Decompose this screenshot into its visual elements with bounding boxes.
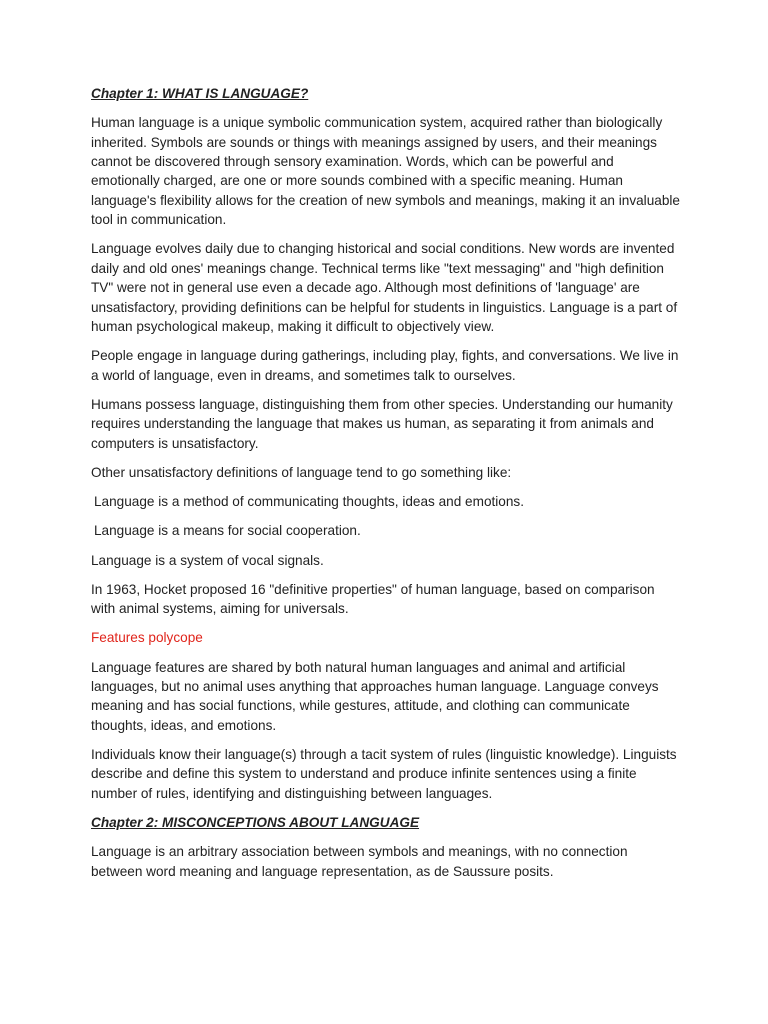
features-label: Features polycope [91,630,203,646]
definition-item: Language is a means for social cooperation. [94,523,361,539]
definition-item: Language is a method of communicating thoughts, ideas and emotions. [94,494,524,510]
paragraph: Language is an arbitrary association between symbols and meanings, with no connection between word meaning and language representation, as de Saussure posits. [91,844,628,879]
paragraph: Humans possess language, distinguishing them from other species. Understanding our humanity requires understanding the language that makes us human, as separating it from animals and computers is unsatisfactory. [91,396,673,451]
definition-item: Language is a system of vocal signals. [91,552,324,568]
document-page [91,84,681,891]
paragraph: Individuals know their language(s) through a tacit system of rules (linguistic knowledge). Linguists describe and define this system to understand and produce infinite sentences using a finite number of rules, identifying and distinguishing between languages. [91,746,677,801]
paragraph: People engage in language during gatherings, including play, fights, and conversations. We live in a world of language, even in dreams, and sometimes talk to ourselves. [91,348,679,383]
paragraph: Other unsatisfactory definitions of language tend to go something like: [91,464,512,480]
paragraph: Language evolves daily due to changing historical and social conditions. New words are invented daily and old ones' meanings change. Technical terms like "text messaging" and "high definition TV" were not in general use even a decade ago. Although most definitions of 'language' are unsatisfactory, providing definitions can be helpful for students in linguistics. Language is a part of human psychological makeup, making it difficult to objectively view. [91,241,678,335]
paragraph: Language features are shared by both natural human languages and animal and artificial languages, but no animal uses anything that approaches human language. Language conveys meaning and has social functions, while gestures, attitude, and clothing can communicate thoughts, ideas, and emotions. [91,659,659,733]
chapter2-heading: Chapter 2: MISCONCEPTIONS ABOUT LANGUAGE [91,814,420,830]
chapter1-heading: Chapter 1: WHAT IS LANGUAGE? [91,86,309,101]
paragraph: Human language is a unique symbolic communication system, acquired rather than biologically inherited. Symbols are sounds or things with meanings assigned by users, and their meanings cannot be discovered through sensory examination. Words, which can be powerful and emotionally charged, are one or more sounds combined with a specific meaning. Human language's flexibility allows for the creation of new symbols and meanings, making it an invaluable tool in communication. [91,115,680,228]
paragraph: In 1963, Hocket proposed 16 "definitive properties" of human language, based on comparison with animal systems, aiming for universals. [91,581,655,617]
